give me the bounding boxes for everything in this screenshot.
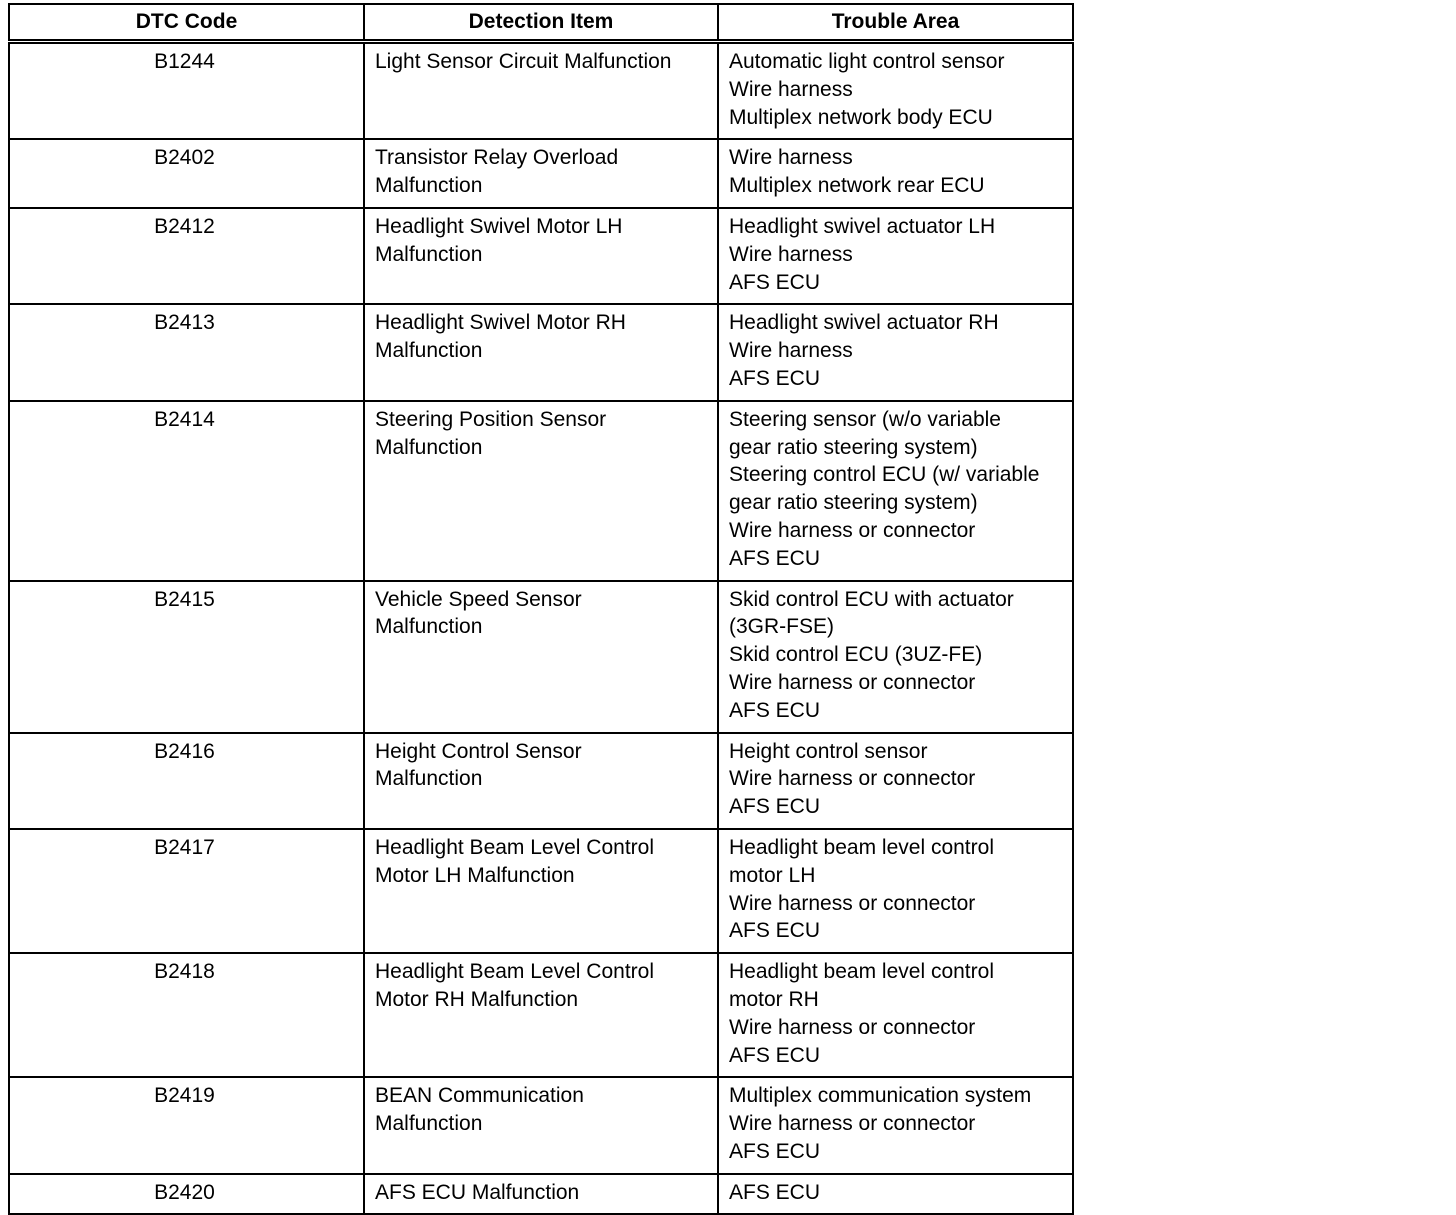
detection-item-cell [364, 208, 718, 304]
trouble-area-line: AFS ECU [729, 698, 821, 722]
trouble-area-line: Wire harness [729, 146, 853, 170]
table-row [9, 401, 1073, 581]
trouble-area-line: Steering control ECU (w/ variable [729, 463, 1040, 487]
detection-item-line: AFS ECU Malfunction [375, 1180, 580, 1204]
trouble-area-line: AFS ECU [729, 919, 821, 943]
table-row [9, 1174, 1073, 1215]
detection-item-line: Headlight Swivel Motor LH [375, 214, 623, 238]
trouble-area-cell [718, 953, 1073, 1077]
trouble-area-line: Wire harness or connector [729, 670, 976, 694]
dtc-code-cell: B2419 [9, 1077, 364, 1173]
trouble-area-cell [718, 401, 1073, 581]
detection-item-cell [364, 304, 718, 400]
trouble-area-line: Wire harness [729, 339, 853, 363]
trouble-area-cell [718, 42, 1073, 140]
trouble-area-cell [718, 581, 1073, 733]
dtc-code-cell: B2418 [9, 953, 364, 1077]
dtc-code-cell: B2413 [9, 304, 364, 400]
trouble-area-line: AFS ECU [729, 366, 821, 390]
dtc-code-cell: B1244 [9, 42, 364, 140]
table-row [9, 829, 1073, 953]
trouble-area-line: Multiplex communication system [729, 1084, 1032, 1108]
dtc-code-cell: B2417 [9, 829, 364, 953]
trouble-area-line: gear ratio steering system) [729, 491, 978, 515]
trouble-area-line: Height control sensor [729, 739, 928, 763]
trouble-area-line: AFS ECU [729, 795, 821, 819]
trouble-area-cell [718, 829, 1073, 953]
detection-item-cell [364, 401, 718, 581]
detection-item-cell [364, 42, 718, 140]
table-row [9, 733, 1073, 829]
table-row [9, 208, 1073, 304]
detection-item-line: Malfunction [375, 435, 483, 459]
trouble-area-line: Wire harness [729, 242, 853, 266]
header-detection-item: Detection Item [364, 4, 718, 42]
table-row [9, 581, 1073, 733]
trouble-area-line: AFS ECU [729, 546, 821, 570]
trouble-area-line: Headlight swivel actuator LH [729, 214, 996, 238]
detection-item-cell [364, 953, 718, 1077]
detection-item-line: Malfunction [375, 767, 483, 791]
trouble-area-line: Steering sensor (w/o variable [729, 407, 1001, 431]
trouble-area-line: AFS ECU [729, 270, 821, 294]
trouble-area-line: Wire harness or connector [729, 1015, 976, 1039]
table-row [9, 1077, 1073, 1173]
dtc-code-cell: B2420 [9, 1174, 364, 1215]
detection-item-line: Malfunction [375, 174, 483, 198]
detection-item-cell [364, 733, 718, 829]
trouble-area-line: AFS ECU [729, 1043, 821, 1067]
trouble-area-line: Wire harness or connector [729, 767, 976, 791]
detection-item-cell [364, 829, 718, 953]
detection-item-line: Headlight Beam Level Control [375, 835, 654, 859]
detection-item-line: Malfunction [375, 615, 483, 639]
detection-item-line: Height Control Sensor [375, 739, 582, 763]
trouble-area-cell [718, 1077, 1073, 1173]
trouble-area-line: Wire harness [729, 77, 853, 101]
detection-item-line: Transistor Relay Overload [375, 146, 619, 170]
trouble-area-cell [718, 139, 1073, 208]
trouble-area-line: motor RH [729, 987, 819, 1011]
trouble-area-line: AFS ECU [729, 1139, 821, 1163]
trouble-area-cell [718, 733, 1073, 829]
trouble-area-cell [718, 1174, 1073, 1215]
trouble-area-line: Wire harness or connector [729, 1112, 976, 1136]
table-row [9, 304, 1073, 400]
detection-item-cell [364, 581, 718, 733]
trouble-area-line: Headlight swivel actuator RH [729, 311, 999, 335]
header-trouble-area: Trouble Area [718, 4, 1073, 42]
table-body [9, 42, 1073, 1215]
trouble-area-line: (3GR-FSE) [729, 615, 834, 639]
detection-item-line: Malfunction [375, 1112, 483, 1136]
dtc-table [8, 3, 1074, 1215]
detection-item-line: Malfunction [375, 339, 483, 363]
trouble-area-line: AFS ECU [729, 1180, 821, 1204]
table-header [9, 4, 1073, 42]
trouble-area-cell [718, 304, 1073, 400]
trouble-area-line: Wire harness or connector [729, 891, 976, 915]
trouble-area-cell [718, 208, 1073, 304]
table-row [9, 953, 1073, 1077]
trouble-area-line: Multiplex network body ECU [729, 105, 993, 129]
trouble-area-line: Skid control ECU (3UZ-FE) [729, 643, 983, 667]
detection-item-line: Steering Position Sensor [375, 407, 607, 431]
trouble-area-line: Wire harness or connector [729, 518, 976, 542]
detection-item-line: Motor RH Malfunction [375, 987, 579, 1011]
trouble-area-line: Multiplex network rear ECU [729, 174, 985, 198]
detection-item-line: Headlight Swivel Motor RH [375, 311, 626, 335]
detection-item-line: Malfunction [375, 242, 483, 266]
table-row [9, 42, 1073, 140]
detection-item-cell [364, 139, 718, 208]
table-row [9, 139, 1073, 208]
trouble-area-line: motor LH [729, 863, 816, 887]
detection-item-cell [364, 1077, 718, 1173]
detection-item-line: Headlight Beam Level Control [375, 960, 654, 984]
detection-item-line: Light Sensor Circuit Malfunction [375, 50, 672, 73]
trouble-area-line: gear ratio steering system) [729, 435, 978, 459]
trouble-area-line: Automatic light control sensor [729, 50, 1005, 73]
detection-item-line: BEAN Communication [375, 1084, 584, 1108]
dtc-code-cell: B2402 [9, 139, 364, 208]
trouble-area-line: Headlight beam level control [729, 960, 994, 984]
dtc-code-cell: B2416 [9, 733, 364, 829]
dtc-code-cell: B2412 [9, 208, 364, 304]
dtc-code-cell: B2415 [9, 581, 364, 733]
detection-item-line: Vehicle Speed Sensor [375, 587, 582, 611]
detection-item-line: Motor LH Malfunction [375, 863, 575, 887]
trouble-area-line: Skid control ECU with actuator [729, 587, 1014, 611]
trouble-area-line: Headlight beam level control [729, 835, 994, 859]
header-row [9, 4, 1073, 42]
detection-item-cell [364, 1174, 718, 1215]
header-dtc-code: DTC Code [9, 4, 364, 42]
dtc-code-cell: B2414 [9, 401, 364, 581]
